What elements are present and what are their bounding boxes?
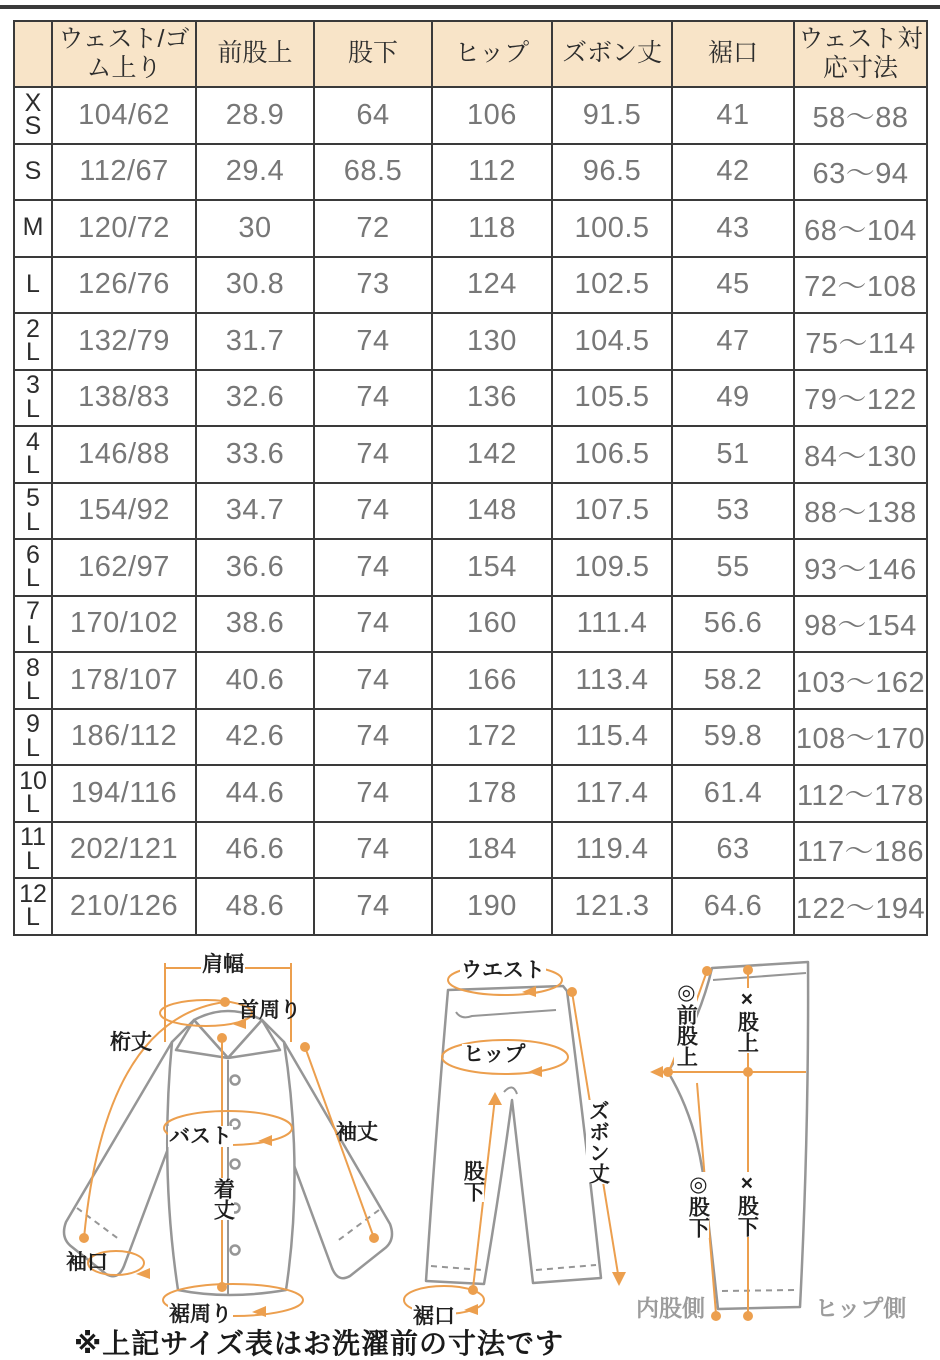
side-front-rise-label: ◎前股上 xyxy=(674,980,698,1067)
value-cell: 170/102 xyxy=(52,596,196,653)
size-label: S xyxy=(14,144,52,201)
shirt-cuff-opening-label: 袖口 xyxy=(66,1251,108,1274)
value-cell: 120/72 xyxy=(52,200,196,257)
value-cell: 103〜162 xyxy=(794,652,927,709)
size-table-body xyxy=(14,87,927,935)
column-header: 前股上 xyxy=(196,21,314,87)
value-cell: 121.3 xyxy=(552,878,672,935)
size-label: 5 L xyxy=(14,483,52,540)
value-cell: 105.5 xyxy=(552,370,672,427)
value-cell: 47 xyxy=(672,313,794,370)
value-cell: 117.4 xyxy=(552,765,672,822)
size-label: 12 L xyxy=(14,878,52,935)
value-cell: 56.6 xyxy=(672,596,794,653)
value-cell: 190 xyxy=(432,878,552,935)
value-cell: 30 xyxy=(196,200,314,257)
column-header: ズボン丈 xyxy=(552,21,672,87)
value-cell: 194/116 xyxy=(52,765,196,822)
value-cell: 74 xyxy=(314,652,432,709)
size-label: 3 L xyxy=(14,370,52,427)
value-cell: 112/67 xyxy=(52,144,196,201)
value-cell: 119.4 xyxy=(552,822,672,879)
measurement-diagrams xyxy=(0,950,940,1360)
value-cell: 91.5 xyxy=(552,87,672,144)
value-cell: 48.6 xyxy=(196,878,314,935)
value-cell: 42 xyxy=(672,144,794,201)
value-cell: 138/83 xyxy=(52,370,196,427)
table-row xyxy=(14,765,927,822)
value-cell: 74 xyxy=(314,426,432,483)
shirt-body-length-label: 着丈 xyxy=(211,1178,235,1220)
value-cell: 160 xyxy=(432,596,552,653)
side-rise-label: ×股上 xyxy=(735,988,759,1053)
value-cell: 28.9 xyxy=(196,87,314,144)
value-cell: 45 xyxy=(672,257,794,314)
value-cell: 166 xyxy=(432,652,552,709)
table-row xyxy=(14,87,927,144)
shirt-sleeve-length-label: 袖丈 xyxy=(336,1121,378,1144)
size-label: 8 L xyxy=(14,652,52,709)
value-cell: 73 xyxy=(314,257,432,314)
value-cell: 112〜178 xyxy=(794,765,927,822)
value-cell: 115.4 xyxy=(552,709,672,766)
value-cell: 136 xyxy=(432,370,552,427)
value-cell: 43 xyxy=(672,200,794,257)
table-row xyxy=(14,144,927,201)
value-cell: 75〜114 xyxy=(794,313,927,370)
value-cell: 58.2 xyxy=(672,652,794,709)
value-cell: 74 xyxy=(314,878,432,935)
value-cell: 30.8 xyxy=(196,257,314,314)
column-header: ヒップ xyxy=(432,21,552,87)
value-cell: 102.5 xyxy=(552,257,672,314)
value-cell: 64 xyxy=(314,87,432,144)
column-header: ウェスト/ゴム上り xyxy=(52,21,196,87)
value-cell: 202/121 xyxy=(52,822,196,879)
value-cell: 34.7 xyxy=(196,483,314,540)
value-cell: 41 xyxy=(672,87,794,144)
table-row xyxy=(14,200,927,257)
value-cell: 93〜146 xyxy=(794,539,927,596)
value-cell: 36.6 xyxy=(196,539,314,596)
value-cell: 154/92 xyxy=(52,483,196,540)
value-cell: 122〜194 xyxy=(794,878,927,935)
value-cell: 178/107 xyxy=(52,652,196,709)
column-header xyxy=(14,21,52,87)
value-cell: 74 xyxy=(314,709,432,766)
value-cell: 117〜186 xyxy=(794,822,927,879)
value-cell: 210/126 xyxy=(52,878,196,935)
size-label: 10 L xyxy=(14,765,52,822)
value-cell: 44.6 xyxy=(196,765,314,822)
value-cell: 146/88 xyxy=(52,426,196,483)
value-cell: 32.6 xyxy=(196,370,314,427)
size-table xyxy=(13,20,928,936)
value-cell: 172 xyxy=(432,709,552,766)
value-cell: 79〜122 xyxy=(794,370,927,427)
shirt-bust-label: バスト xyxy=(169,1125,232,1148)
shirt-neck-around-label: 首周り xyxy=(238,999,301,1022)
value-cell: 74 xyxy=(314,483,432,540)
value-cell: 88〜138 xyxy=(794,483,927,540)
table-row xyxy=(14,596,927,653)
value-cell: 31.7 xyxy=(196,313,314,370)
size-label: M xyxy=(14,200,52,257)
value-cell: 132/79 xyxy=(52,313,196,370)
value-cell: 106.5 xyxy=(552,426,672,483)
column-header: 股下 xyxy=(314,21,432,87)
value-cell: 74 xyxy=(314,313,432,370)
pants-hip-label: ヒップ xyxy=(463,1043,526,1066)
shirt-sleeve-from-center-label: 桁丈 xyxy=(110,1031,152,1054)
value-cell: 68〜104 xyxy=(794,200,927,257)
value-cell: 63 xyxy=(672,822,794,879)
value-cell: 61.4 xyxy=(672,765,794,822)
value-cell: 59.8 xyxy=(672,709,794,766)
value-cell: 58〜88 xyxy=(794,87,927,144)
size-label: 2 L xyxy=(14,313,52,370)
value-cell: 186/112 xyxy=(52,709,196,766)
table-row xyxy=(14,313,927,370)
value-cell: 106 xyxy=(432,87,552,144)
hip-side-label: ヒップ側 xyxy=(815,1295,907,1321)
value-cell: 40.6 xyxy=(196,652,314,709)
value-cell: 126/76 xyxy=(52,257,196,314)
size-label: 11 L xyxy=(14,822,52,879)
value-cell: 74 xyxy=(314,822,432,879)
side-inseam-x-label: ×股下 xyxy=(735,1172,759,1237)
value-cell: 72〜108 xyxy=(794,257,927,314)
value-cell: 74 xyxy=(314,370,432,427)
table-row xyxy=(14,426,927,483)
value-cell: 63〜94 xyxy=(794,144,927,201)
pants-length-label: ズボン丈 xyxy=(586,1100,610,1184)
value-cell: 184 xyxy=(432,822,552,879)
note-text: ※上記サイズ表はお洗濯前の寸法です xyxy=(74,1328,564,1359)
size-table-head xyxy=(14,21,927,87)
table-row xyxy=(14,652,927,709)
value-cell: 38.6 xyxy=(196,596,314,653)
value-cell: 68.5 xyxy=(314,144,432,201)
value-cell: 74 xyxy=(314,539,432,596)
value-cell: 72 xyxy=(314,200,432,257)
value-cell: 42.6 xyxy=(196,709,314,766)
value-cell: 130 xyxy=(432,313,552,370)
value-cell: 64.6 xyxy=(672,878,794,935)
value-cell: 142 xyxy=(432,426,552,483)
side-inseam-dc-label: ◎股下 xyxy=(686,1172,710,1238)
value-cell: 33.6 xyxy=(196,426,314,483)
size-label: 9 L xyxy=(14,709,52,766)
top-divider xyxy=(0,5,940,9)
pants-inseam-label: 股下 xyxy=(461,1160,485,1202)
value-cell: 109.5 xyxy=(552,539,672,596)
value-cell: 98〜154 xyxy=(794,596,927,653)
value-cell: 124 xyxy=(432,257,552,314)
pants-waist-label: ウエスト xyxy=(461,959,545,982)
shirt-shoulder-width-label: 肩幅 xyxy=(202,953,244,976)
value-cell: 104.5 xyxy=(552,313,672,370)
value-cell: 112 xyxy=(432,144,552,201)
pants-hem-opening-label: 裾口 xyxy=(413,1305,455,1328)
value-cell: 111.4 xyxy=(552,596,672,653)
size-label: L xyxy=(14,257,52,314)
value-cell: 100.5 xyxy=(552,200,672,257)
value-cell: 74 xyxy=(314,596,432,653)
table-row xyxy=(14,483,927,540)
table-row xyxy=(14,539,927,596)
size-label: X S xyxy=(14,87,52,144)
value-cell: 51 xyxy=(672,426,794,483)
column-header: 裾口 xyxy=(672,21,794,87)
inner-thigh-side-label: 内股側 xyxy=(636,1295,705,1321)
value-cell: 162/97 xyxy=(52,539,196,596)
value-cell: 154 xyxy=(432,539,552,596)
table-row xyxy=(14,822,927,879)
table-row xyxy=(14,370,927,427)
value-cell: 46.6 xyxy=(196,822,314,879)
garment-diagram-svg xyxy=(0,950,940,1360)
size-label: 6 L xyxy=(14,539,52,596)
size-label: 7 L xyxy=(14,596,52,653)
value-cell: 49 xyxy=(672,370,794,427)
value-cell: 178 xyxy=(432,765,552,822)
table-row xyxy=(14,709,927,766)
value-cell: 148 xyxy=(432,483,552,540)
pants-front-outline xyxy=(426,986,601,1284)
value-cell: 74 xyxy=(314,765,432,822)
column-header: ウェスト対応寸法 xyxy=(794,21,927,87)
header-row xyxy=(14,21,927,87)
value-cell: 53 xyxy=(672,483,794,540)
value-cell: 118 xyxy=(432,200,552,257)
value-cell: 108〜170 xyxy=(794,709,927,766)
table-row xyxy=(14,257,927,314)
value-cell: 29.4 xyxy=(196,144,314,201)
value-cell: 96.5 xyxy=(552,144,672,201)
value-cell: 55 xyxy=(672,539,794,596)
value-cell: 107.5 xyxy=(552,483,672,540)
value-cell: 113.4 xyxy=(552,652,672,709)
shirt-hem-around-label: 裾周り xyxy=(169,1303,232,1326)
size-label: 4 L xyxy=(14,426,52,483)
value-cell: 84〜130 xyxy=(794,426,927,483)
table-row xyxy=(14,878,927,935)
value-cell: 104/62 xyxy=(52,87,196,144)
